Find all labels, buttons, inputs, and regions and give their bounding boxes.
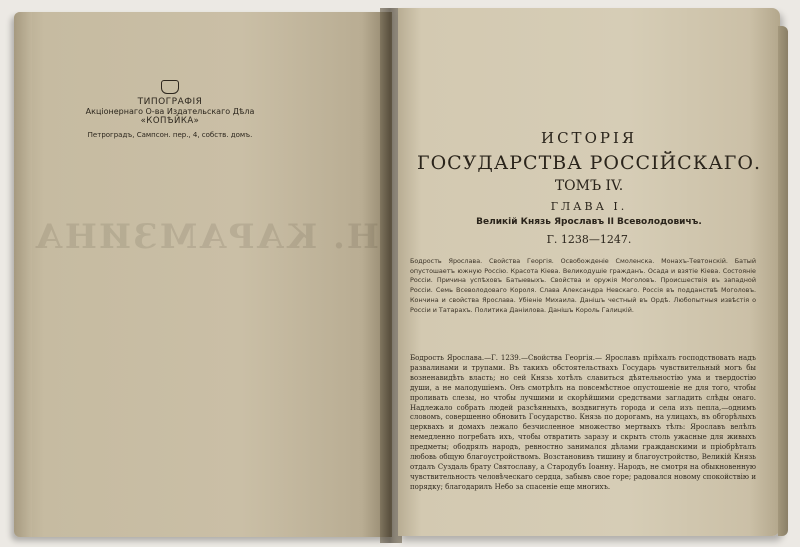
body-paragraph: Бодрость Ярослава.—Г. 1239.—Свойства Георгія.— Ярославъ прiѣхалъ господствовать надъ развалинами и трупами. Въ такихъ обстоятельствахъ Государь чувствительный могъ бы возненавидѣть власть; но сей Князь хотѣлъ славиться дѣятельностію ума и твердостію души, а не малодушіемъ. Онъ смотрѣлъ на повсемѣстное опустошеніе не для того, чтобы проливать слезы, но чтобы лучшими и скорѣйшими средствами загладить слѣды онаго. Надлежало собрать людей разсѣянныхъ, воздвигнуть города и села изъ пепла,—однимъ словомъ, совершенно обновить Государство. Князь по дорогамъ, на улицахъ, въ обгорѣлыхъ церквахъ и домахъ лежало безчисленное множество мертвыхъ тѣлъ: Ярославъ велѣлъ немедленно погребать ихъ, чтобы отвратить заразу и скрыть столь ужасные для живыхъ предметы; ободрялъ народъ, ревностно занимался дѣлами гражданскими и пріобрѣталъ любовь общую благоустройствомъ. Возстановивъ тишину и благоустройство, Великій Князь отдалъ Суздаль брату Святославу, а Стародубъ Іоанну. Народъ, не смотря на обыкновенную чувствительность человѣческаго сердца, забывъ свое горе; радовался новому спокойствію и порядку; благодарилъ Небо за спасеніе еще многихъ. (410, 354, 756, 491)
bleed-through-text: Н. КАРАМЗИНА (33, 217, 379, 257)
volume-number: ТОМЪ IV. (554, 178, 624, 194)
printer-imprint (70, 80, 270, 139)
chapter-heading: ГЛАВА I. (550, 200, 628, 213)
printer-logo-icon (161, 80, 179, 94)
page-fore-edge (778, 26, 788, 536)
history-title: ИСТОРІЯ (541, 129, 637, 147)
imprint-line-1: ТИПОГРАФІЯ (137, 97, 203, 107)
imprint-line-4: Петроградъ, Сампсон. пер., 4, собств. домъ. (87, 131, 253, 139)
chapter-subject: Великій Князь Ярославъ II Всеволодовичъ. (476, 217, 702, 227)
chapter-summary: Бодрость Ярослава. Свойства Георгія. Освобожденіе Смоленска. Монахъ-Тевтонскій. Батый опустошаетъ южную Россію. Красота Кіева. Великодушіе гражданъ. Осада и взятіе Кіева. Состояніе Россіи. Причина успѣховъ Батыевыхъ. Свойства и оружія Моголовъ. Происшествія въ западной Россіи. Семь Всеволодоваго Короля. Слава Александра Невскаго. Россія въ подданствѣ Моголовъ. Кончина и свойства Ярослава. Убіеніе Михаила. Данішъ честный въ Ордѣ. Любопытныя извѣстія о Россіи и Татарахъ. Политика Даніилова. Данішъ Король Галицкій. (410, 257, 756, 314)
imprint-line-2: Акціонернаго О-ва Издательскаго Дѣла (85, 107, 255, 116)
left-page-edge (14, 12, 32, 537)
imprint-line-3: «КОПѢЙКА» (140, 116, 200, 126)
body-text (410, 354, 756, 493)
state-title: ГОСУДАРСТВА РОССІЙСКАГО. (417, 152, 761, 174)
chapter-years: Г. 1238—1247. (546, 233, 632, 246)
